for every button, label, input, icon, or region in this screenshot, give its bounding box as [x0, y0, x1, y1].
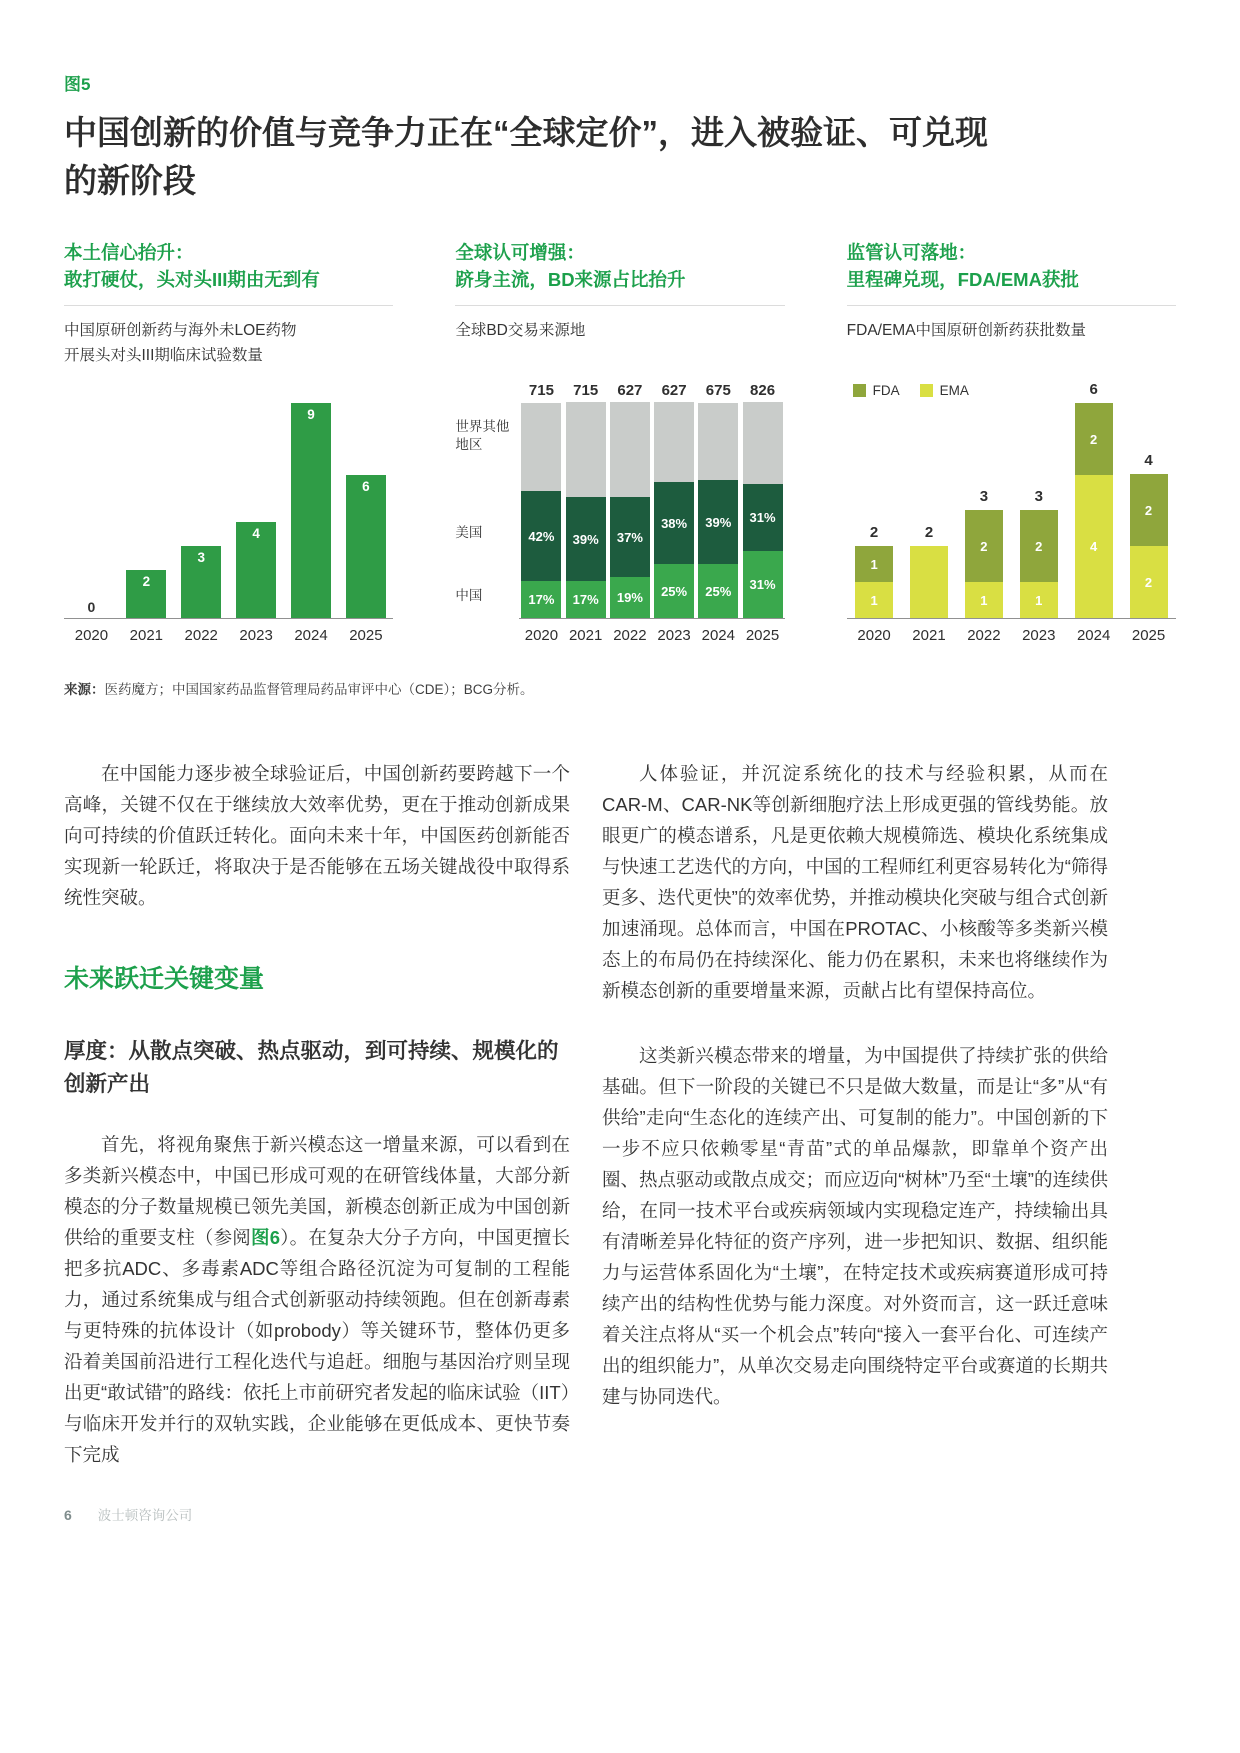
bar-total-label: 826 — [750, 381, 776, 399]
figure-label: 图5 — [64, 75, 91, 94]
chart-heading-line2: 敢打硬仗，头对头III期由无到有 — [64, 269, 320, 290]
bar-column — [608, 404, 652, 618]
bar-column — [902, 404, 957, 618]
x-tick-label: 2020 — [524, 627, 559, 644]
bar-chart-head-to-head — [64, 376, 393, 644]
legend-label: FDA — [872, 382, 900, 398]
bar-segment-fda — [1075, 403, 1113, 475]
body-left-column — [64, 758, 570, 1470]
segment-value-label: 1 — [1035, 592, 1043, 608]
paragraph: 在中国能力逐步被全球验证后，中国创新药要跨越下一个高峰，关键不仅在于继续放大效率优势，更在于推动创新成果向可持续的价值跃迁转化。面向未来十年，中国医药创新能否实现新一轮跃迁，将取决于是否能够在五场关键战役中取得系统性突破。 — [64, 763, 570, 908]
bar-value-label: 2 — [142, 574, 151, 589]
x-tick-label: 2022 — [184, 627, 218, 644]
paragraph-text: 首先，将视角聚焦于新兴模态这一增量来源，可以看到在多类新兴模态中，中国已形成可观的在研管线体量，大部分新模态的分子数量规模已领先美国，新模态创新正成为中国创新供给的重要支柱（参阅 — [64, 1134, 570, 1248]
stacked-bar — [1075, 403, 1113, 618]
bar-total-label: 715 — [573, 381, 599, 399]
bar-total-label: 627 — [661, 381, 687, 399]
bar-column — [174, 404, 229, 618]
x-tick-label: 2020 — [74, 627, 109, 644]
chart-heading-line1: 本土信心抬升： — [64, 242, 194, 263]
stacked-bar — [610, 402, 650, 618]
source-note — [64, 678, 1176, 698]
bar-segment-ema — [1130, 546, 1168, 618]
bar-segment-中国 — [521, 581, 561, 618]
bar-column — [1011, 404, 1066, 618]
segment-value-label: 4 — [1090, 539, 1098, 554]
x-tick-label: 2021 — [912, 627, 946, 644]
chart-heading — [455, 239, 784, 306]
bar-segment-中国 — [610, 577, 650, 618]
bar-segment-中国 — [654, 564, 694, 618]
segment-value-label: 1 — [870, 592, 878, 608]
bar-total-label: 6 — [1089, 381, 1098, 398]
bar-column — [119, 404, 174, 618]
paragraph: 这类新兴模态带来的增量，为中国提供了持续扩张的供给基础。但下一阶段的关键已不只是做大数量，而是让“多”从“有供给”走向“生态化的连续产出、可复制的能力”。中国创新的下一步不应只依赖零星“青苗”式的单品爆款，即靠单个资产出圈、热点驱动或散点成交；而应迈向“树林”乃至“土壤”的连续供给，在同一技术平台或疾病领域内实现稳定连产，持续输出具有清晰差异化特征的资产序列，进一步把知识、数据、组织能力与运营体系固化为“土壤”，在特定技术或疾病赛道形成可持续产出的结构性优势与能力深度。对外资而言，这一跃迁意味着关注点将从“买一个机会点”转向“接入一套平台化、可连续产出的组织能力”，从单次交易走向围绕特定平台或赛道的长期共建与协同迭代。 — [602, 1045, 1108, 1407]
legend-item-ema — [920, 383, 969, 398]
segment-value-label: 2 — [980, 538, 988, 554]
body-text-columns — [64, 758, 1108, 1470]
bar-segment-fda — [1130, 474, 1168, 546]
bar-value-label: 3 — [197, 550, 205, 565]
bar-segment-美国 — [654, 482, 694, 564]
stacked-bar — [855, 546, 893, 618]
bar-total-label: 715 — [528, 381, 554, 399]
x-axis-labels — [847, 619, 1176, 644]
page-number: 6 — [64, 1507, 72, 1523]
segment-value-label: 2 — [1144, 574, 1153, 590]
segment-value-label: 1 — [980, 592, 988, 608]
bar-column — [1066, 381, 1121, 618]
bar-segment-ema — [1075, 475, 1113, 618]
segment-value-label: 17% — [572, 592, 599, 607]
stacked-bar — [743, 402, 783, 618]
chart-heading-line2: 里程碑兑现，FDA/EMA获批 — [846, 269, 1079, 290]
page-footer — [64, 1504, 192, 1524]
bar-value-label: 6 — [362, 479, 370, 494]
chart-block-fda-ema — [847, 239, 1176, 644]
bar-column — [956, 404, 1011, 618]
figure-reference: 图6 — [251, 1227, 281, 1248]
plot-body — [455, 404, 784, 619]
bar — [126, 570, 166, 618]
plot-area — [519, 404, 784, 619]
segment-value-label: 2 — [1035, 538, 1043, 554]
bar-segment-美国 — [743, 484, 783, 551]
chart-subtitle — [847, 318, 1176, 370]
bar-segment-ema — [910, 546, 948, 618]
bar-segment-ema — [965, 582, 1003, 618]
stacked-bar — [965, 510, 1003, 618]
segment-value-label: 2 — [1090, 431, 1098, 447]
bar — [181, 546, 221, 618]
bar — [236, 522, 276, 618]
chart-heading — [64, 239, 393, 306]
x-tick-label: 2024 — [701, 627, 735, 644]
bar-total-label: 675 — [705, 381, 731, 399]
bar-total-label: 2 — [869, 524, 879, 541]
segment-value-label: 37% — [616, 529, 643, 545]
chart-block-head-to-head — [64, 239, 393, 644]
x-tick-label: 2023 — [1022, 627, 1056, 644]
bar-column — [1121, 404, 1176, 618]
bar-total-label: 4 — [1144, 452, 1153, 469]
stacked-bar — [910, 546, 948, 618]
bar-column — [229, 404, 284, 618]
bar — [291, 403, 331, 618]
bar-total-label: 627 — [617, 381, 643, 399]
segment-value-label: 25% — [705, 583, 732, 599]
bar-segment-美国 — [698, 480, 738, 564]
bar — [346, 475, 386, 618]
stacked-bar — [566, 402, 606, 618]
bar-segment-fda — [965, 510, 1003, 582]
chart-subtitle-line2: 开展头对头III期临床试验数量 — [64, 347, 263, 364]
x-tick-label: 2022 — [613, 627, 647, 644]
chart-heading-line2: 跻身主流，BD来源占比抬升 — [455, 269, 686, 290]
chart-subtitle-line1: FDA/EMA中国原研创新药获批数量 — [846, 322, 1087, 339]
stacked-bar — [1130, 474, 1168, 618]
source-label: 来源： — [64, 682, 105, 697]
charts-row — [64, 239, 1176, 644]
x-tick-label: 2023 — [657, 627, 691, 644]
bar-value-label: 9 — [307, 407, 315, 422]
legend-label: EMA — [939, 382, 969, 398]
chart-block-bd-origin — [455, 239, 784, 644]
fda-swatch — [853, 384, 866, 397]
bar-totals-row — [455, 376, 784, 404]
x-tick-label: 2023 — [239, 627, 273, 644]
paragraph-text: ）。在复杂大分子方向，中国更擅长把多抗ADC、多毒素ADC等组合路径沉淀为可复制的工程能力，通过系统集成与组合式创新驱动持续领跑。但在创新毒素与更特殊的抗体设计（如probody）等关键环节，整体仍更多沿着美国前沿进行工程化迭代与追赶。细胞与基因治疗则呈现出更“敢试错”的路线：依托上市前研究者发起的临床试验（IIT）与临床开发并行的双轨实践，企业能够在更低成本、更快节奏下完成 — [64, 1227, 570, 1465]
bar-segment-世界其他地区 — [566, 402, 606, 497]
plot-area — [64, 404, 393, 619]
chart-subtitle-line1: 全球BD交易来源地 — [455, 322, 586, 339]
bar-segment-世界其他地区 — [521, 403, 561, 491]
bar-column — [847, 404, 902, 618]
bar-segment-世界其他地区 — [698, 403, 738, 480]
x-tick-label: 2024 — [294, 627, 328, 644]
bar-segment-fda — [1020, 510, 1058, 582]
stacked-chart-fda-ema — [847, 376, 1176, 644]
segment-value-label: 2 — [1144, 502, 1153, 518]
stacked-bar — [1020, 510, 1058, 618]
x-axis-labels — [455, 619, 784, 644]
stacked-bar — [654, 402, 694, 618]
segment-value-label: 42% — [528, 528, 555, 544]
segment-value-label: 39% — [705, 514, 732, 530]
x-tick-label: 2025 — [349, 627, 383, 644]
bar-total-label: 2 — [924, 524, 934, 541]
segment-value-label: 38% — [661, 515, 688, 531]
bar-segment-世界其他地区 — [654, 402, 694, 482]
x-tick-label: 2024 — [1076, 627, 1111, 644]
bar-total-label: 3 — [979, 488, 989, 505]
bar-segment-ema — [1020, 582, 1058, 618]
segment-value-label: 31% — [749, 510, 776, 525]
chart-heading-line1: 监管认可落地： — [846, 242, 977, 263]
section-heading: 未来跃迁关键变量 — [64, 965, 265, 993]
segment-value-label: 19% — [616, 590, 643, 605]
bar-total-label: 3 — [1034, 488, 1043, 505]
bar-column — [652, 404, 696, 618]
y-category-label: 中国 — [455, 588, 483, 603]
bar-segment-美国 — [566, 497, 606, 581]
x-tick-label: 2025 — [1131, 627, 1166, 644]
bar-value-label: 0 — [87, 599, 96, 615]
x-tick-label: 2025 — [745, 627, 780, 644]
bar-column — [519, 404, 563, 618]
segment-value-label: 31% — [749, 577, 776, 592]
bar-column — [64, 404, 119, 618]
bar-segment-ema — [855, 582, 893, 618]
y-category-labels — [455, 404, 519, 619]
segment-value-label: 17% — [528, 592, 555, 607]
source-text: 医药魔方；中国国家药品监督管理局药品审评中心（CDE）；BCG分析。 — [104, 682, 534, 697]
bar-segment-中国 — [566, 581, 606, 618]
segment-value-label: 1 — [870, 556, 878, 572]
chart-heading — [847, 239, 1176, 306]
x-tick-label: 2021 — [568, 627, 603, 644]
bar-column — [696, 404, 740, 618]
figure-title-line2: 的新阶段 — [64, 162, 196, 199]
chart-legend — [847, 376, 1176, 404]
sub-section-heading: 厚度：从散点突破、热点驱动，到可持续、规模化的创新产出 — [64, 1039, 559, 1096]
bar-column — [284, 404, 339, 618]
stacked-bar — [521, 403, 561, 618]
bar-segment-美国 — [521, 491, 561, 581]
body-right-column — [602, 758, 1108, 1470]
x-tick-label: 2022 — [967, 627, 1001, 644]
x-axis-labels — [64, 619, 393, 644]
chart-subtitle — [64, 318, 393, 370]
ema-swatch — [920, 384, 933, 397]
bar-value-label: 4 — [252, 526, 260, 541]
bar-segment-中国 — [698, 564, 738, 618]
chart-top-spacer — [64, 376, 393, 404]
x-tick-label: 2020 — [857, 627, 891, 644]
company-name: 波士顿咨询公司 — [97, 1508, 193, 1523]
bar-segment-世界其他地区 — [743, 402, 783, 484]
figure-title-line1: 中国创新的价值与竞争力正在“全球定价”，进入被验证、可兑现 — [64, 114, 988, 151]
chart-subtitle — [455, 318, 784, 370]
paragraph — [64, 1129, 570, 1470]
bar-segment-世界其他地区 — [610, 402, 650, 497]
bar-column — [338, 404, 393, 618]
x-tick-label: 2021 — [129, 627, 164, 644]
y-category-label: 世界其他地区 — [455, 419, 510, 452]
figure-title — [64, 109, 1176, 205]
stacked-bar — [698, 403, 738, 618]
chart-heading-line1: 全球认可增强： — [455, 242, 585, 263]
stacked-chart-bd-origin — [455, 376, 784, 644]
bar-segment-中国 — [743, 551, 783, 618]
legend-item-fda — [853, 383, 900, 398]
bar-column — [740, 404, 784, 618]
bar-segment-美国 — [610, 497, 650, 577]
paragraph: 人体验证，并沉淀系统化的技术与经验积累，从而在CAR-M、CAR-NK等创新细胞疗法上形成更强的管线势能。放眼更广的模态谱系，凡是更依赖大规模筛选、模块化系统集成与快速工艺迭代的方向，中国的工程师红利更容易转化为“筛得更多、迭代更快”的效率优势，并推动模块化突破与组合式创新加速涌现。总体而言，中国在PROTAC、小核酸等多类新兴模态上的布局仍在持续深化、能力仍在累积，未来也将继续作为新模态创新的重要增量来源，贡献占比有望保持高位。 — [602, 763, 1108, 1001]
segment-value-label: 39% — [572, 531, 599, 547]
segment-value-label: 25% — [661, 583, 688, 599]
y-category-label: 美国 — [455, 525, 483, 540]
bar-segment-fda — [855, 546, 893, 582]
chart-subtitle-line1: 中国原研创新药与海外未LOE药物 — [64, 322, 297, 339]
bar-column — [564, 404, 608, 618]
